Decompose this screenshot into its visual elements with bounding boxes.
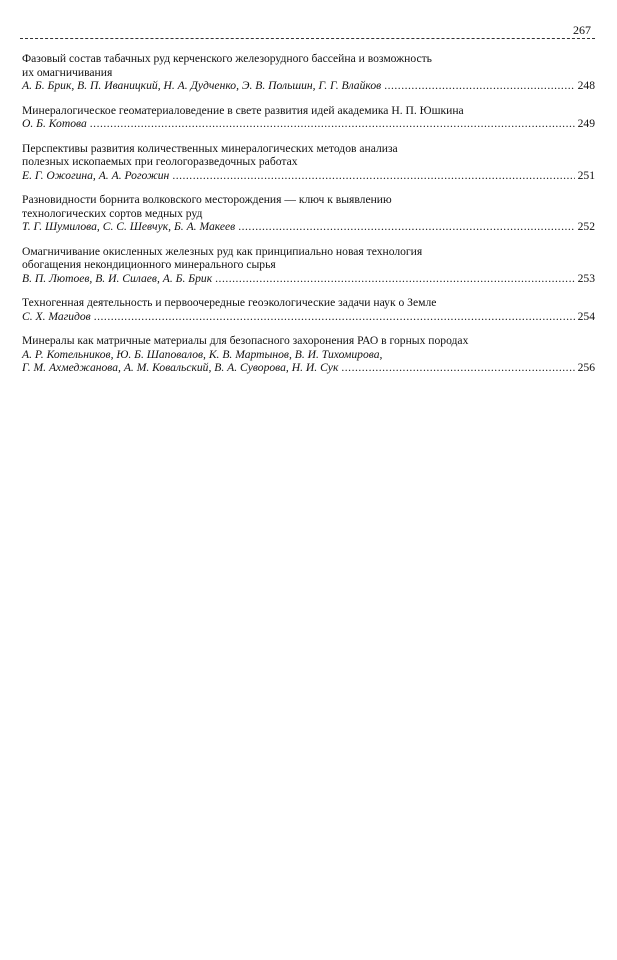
author-line bbox=[22, 361, 595, 375]
entry-title-line: Перспективы развития количественных минералогических методов анализа bbox=[22, 141, 398, 155]
toc-entry bbox=[22, 142, 595, 183]
entry-title-line: Разновидности борнита волковского месторождения — ключ к выявлению bbox=[22, 193, 392, 206]
entry-page-number: 249 bbox=[577, 117, 595, 130]
entry-authors: Т. Г. Шумилова, С. С. Шевчук, Б. А. Макеев bbox=[22, 220, 236, 233]
dot-leader bbox=[90, 117, 575, 131]
entry-authors: В. П. Лютоев, В. И. Силаев, А. Б. Брик bbox=[22, 271, 213, 285]
entry-page-number: 251 bbox=[577, 168, 595, 182]
author-line bbox=[22, 169, 595, 183]
toc-entry bbox=[22, 193, 595, 234]
header-rule bbox=[20, 38, 595, 39]
entry-title-line: Минералы как матричные материалы для безопасного захоронения РАО в горных породах bbox=[22, 334, 469, 347]
entry-page-number: 256 bbox=[577, 361, 595, 374]
author-line bbox=[22, 220, 595, 234]
entry-title-line: их омагничивания bbox=[22, 65, 113, 79]
toc-entry bbox=[22, 296, 595, 323]
entry-authors: А. Б. Брик, В. П. Иваницкий, Н. А. Дудченко, Э. В. Польшин, Г. Г. Влайков bbox=[22, 79, 382, 92]
toc-entry bbox=[22, 334, 595, 375]
entry-title-line: Омагничивание окисленных железных руд как принципиально новая технология bbox=[22, 244, 423, 258]
page-number: 267 bbox=[573, 23, 591, 37]
author-line bbox=[22, 310, 595, 324]
dot-leader bbox=[172, 169, 574, 183]
dot-leader bbox=[384, 79, 574, 93]
dot-leader bbox=[341, 361, 574, 375]
entry-authors: С. Х. Магидов bbox=[22, 309, 91, 323]
author-line bbox=[22, 79, 595, 93]
author-line bbox=[22, 272, 595, 286]
entry-authors: Г. М. Ахмеджанова, А. М. Ковальский, В. А. Суворова, Н. И. Сук bbox=[22, 361, 339, 374]
toc-entry bbox=[22, 104, 595, 131]
toc-entry bbox=[22, 245, 595, 286]
entry-authors: О. Б. Котова bbox=[22, 117, 87, 130]
entry-title-line: технологических сортов медных руд bbox=[22, 206, 203, 220]
toc-entry bbox=[22, 52, 595, 93]
entry-title-line: Фазовый состав табачных руд керченского железорудного бассейна и возможность bbox=[22, 52, 432, 65]
dot-leader bbox=[215, 272, 574, 286]
entry-title-line: полезных ископаемых при геологоразведочных работах bbox=[22, 155, 298, 168]
entry-authors-line: А. Р. Котельников, Ю. Б. Шаповалов, К. В. Мартынов, В. И. Тихомирова, bbox=[22, 347, 383, 361]
dot-leader bbox=[238, 220, 574, 234]
entry-authors: Е. Г. Ожогина, А. А. Рогожин bbox=[22, 168, 170, 182]
entry-title-line: Техногенная деятельность и первоочередные геоэкологические задачи наук о Земле bbox=[22, 296, 437, 309]
entry-title-line: обогащения некондиционного минерального сырья bbox=[22, 258, 276, 271]
entry-title-line: Минералогическое геоматериаловедение в свете развития идей академика Н. П. Юшкина bbox=[22, 103, 464, 117]
dot-leader bbox=[94, 310, 575, 324]
table-of-contents bbox=[22, 52, 595, 386]
entry-page-number: 252 bbox=[577, 220, 595, 233]
author-line bbox=[22, 117, 595, 131]
entry-page-number: 254 bbox=[577, 309, 595, 323]
entry-page-number: 253 bbox=[577, 271, 595, 285]
entry-page-number: 248 bbox=[577, 79, 595, 92]
